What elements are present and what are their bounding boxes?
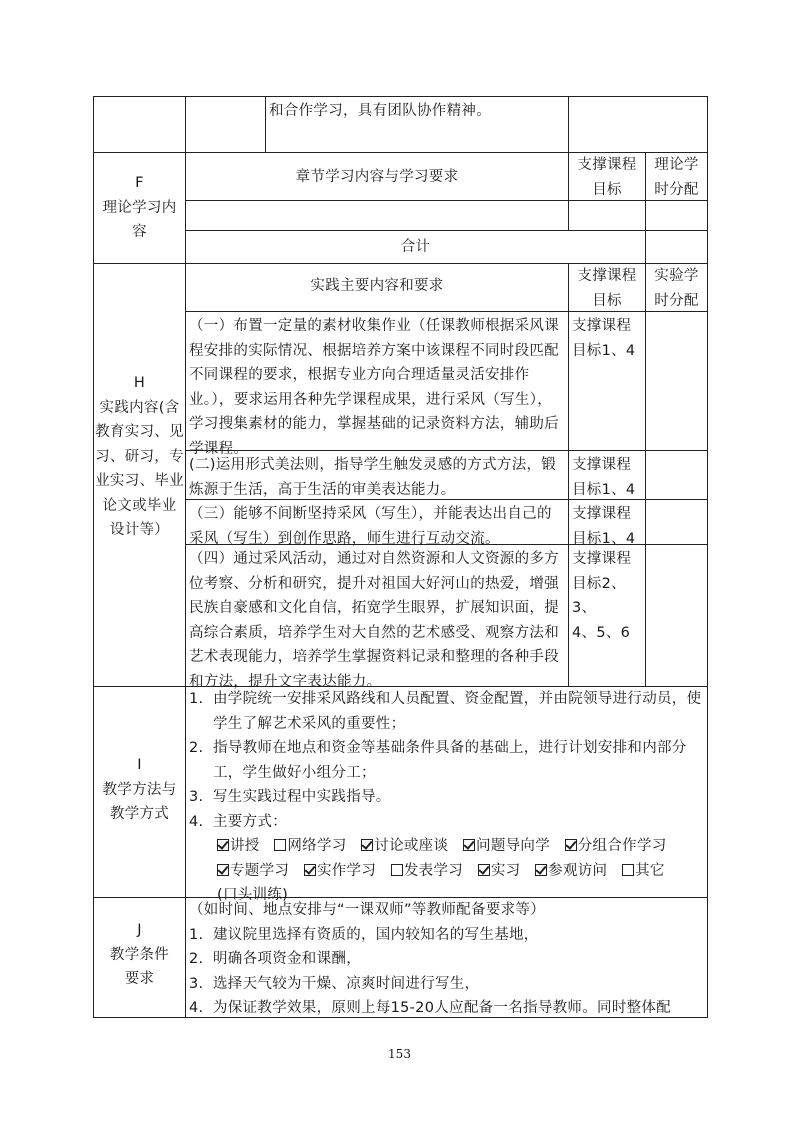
list-number: 2. xyxy=(189,740,204,756)
checkbox-icon xyxy=(391,864,403,876)
checkbox-icon xyxy=(361,839,373,851)
checkbox-icon xyxy=(217,864,229,876)
method-option-discussion[interactable]: 讨论或座谈 xyxy=(361,838,448,854)
practice-row-hours xyxy=(645,544,708,687)
list-number: 1. xyxy=(189,691,204,707)
condition-list-item xyxy=(189,923,704,948)
condition-list-item xyxy=(189,972,704,997)
list-number: 3. xyxy=(189,789,204,805)
other-note: (口头训练) xyxy=(217,887,289,903)
list-text: 建议院里选择有资质的，国内较知名的写生基地， xyxy=(213,926,539,943)
list-text: 由学院统一安排采风路线和人员配置、资金配置，并由院领导进行动员，使学生了解艺术采风的重要性； xyxy=(213,691,702,732)
page-number: 153 xyxy=(388,1047,411,1061)
method-option-group[interactable]: 分组合作学习 xyxy=(565,838,667,854)
method-option-practice[interactable]: 实作学习 xyxy=(304,863,376,879)
practice-row-hours xyxy=(645,450,708,500)
section-f-empty-support xyxy=(568,200,646,231)
practice-row-support: 支撑课程 目标2、3、 4、5、6 xyxy=(568,544,646,687)
list-text: 指导教师在地点和资金等基础条件具备的基础上，进行计划安排和内部分工，学生做好小组分工； xyxy=(213,740,687,781)
checkbox-icon xyxy=(622,864,634,876)
list-text: 选择天气较为干燥、凉爽时间进行写生， xyxy=(213,975,480,992)
method-list-item xyxy=(189,810,704,835)
list-text: 为保证教学效果，原则上每15-20人应配备一名指导教师。同时整体配 xyxy=(213,1000,672,1016)
method-options-row-2 xyxy=(189,859,704,884)
list-text: 明确各项资金和课酬， xyxy=(213,951,361,967)
conditions-intro: （如时间、地点安排与“一课双师”等教师配备要求等） xyxy=(189,902,546,918)
section-h-label: H 实践内容(含 教育实习、见 习、研习，专 业实习、毕业 论文或毕业 设计等） xyxy=(93,263,186,687)
method-option-visit[interactable]: 参观访问 xyxy=(535,863,607,879)
method-option-other[interactable]: 其它 xyxy=(622,863,665,879)
condition-list-item xyxy=(189,947,704,972)
section-f-support-header: 支撑课程 目标 xyxy=(568,152,646,201)
section-j-label: J 教学条件 要求 xyxy=(93,897,186,1018)
practice-row-support: 支撑课程 目标1、4 xyxy=(568,450,646,500)
checkbox-icon xyxy=(535,864,547,876)
practice-row-content: (二)运用形式美法则，指导学生触发灵感的方式方法，锻炼源于生活，高于生活的审美表达能力。 xyxy=(185,450,569,500)
method-list-item xyxy=(189,687,704,736)
checkbox-icon xyxy=(304,864,316,876)
section-f-empty-hours xyxy=(645,200,708,231)
top-row-right-cell xyxy=(568,96,708,153)
practice-row-support: 支撑课程 目标1、4 xyxy=(568,499,646,545)
section-f-total-label: 合计 xyxy=(185,230,646,264)
method-option-internship[interactable]: 实习 xyxy=(478,863,521,879)
section-f-total-hours xyxy=(645,230,708,264)
section-h-hours-header: 实验学 时分配 xyxy=(645,263,708,312)
list-number: 4. xyxy=(189,1000,204,1016)
practice-row-hours xyxy=(645,311,708,451)
method-options-row-1 xyxy=(189,834,704,859)
practice-row-support: 支撑课程 目标1、4 xyxy=(568,311,646,451)
top-row-content: 和合作学习，具有团队协作精神。 xyxy=(265,96,569,153)
section-f-hours-header: 理论学 时分配 xyxy=(645,152,708,201)
section-i-content xyxy=(185,686,708,903)
list-number: 1. xyxy=(189,926,204,943)
method-option-problem[interactable]: 问题导向学 xyxy=(463,838,550,854)
checkbox-icon xyxy=(565,839,577,851)
method-option-online[interactable]: 网络学习 xyxy=(274,838,346,854)
top-row-label-cell xyxy=(93,96,186,153)
list-number: 2. xyxy=(189,951,204,967)
checkbox-icon xyxy=(274,839,286,851)
list-text: 写生实践过程中实践指导。 xyxy=(213,789,391,805)
section-f-content-header: 章节学习内容与学习要求 xyxy=(185,152,569,201)
section-i-label: I 教学方法与 教学方式 xyxy=(93,686,186,898)
practice-row-content: （四）通过采风活动，通过对自然资源和人文资源的多方位考察、分析和研究，提升对祖国大好河山的热爱，增强民族自豪感和文化自信，拓宽学生眼界，扩展知识面，提高综合素质，培养学生对大自然的艺术感受、观察方法和艺术表现能力，培养学生掌握资料记录和整理的各种手段和方法，提升文字表达能力。 xyxy=(185,544,569,687)
list-number: 4. xyxy=(189,813,204,830)
section-h-support-header: 支撑课程 目标 xyxy=(568,263,646,312)
list-text: 主要方式： xyxy=(213,813,287,830)
practice-row-content: （三）能够不间断坚持采风（写生），并能表达出自己的采风（写生）到创作思路，师生进行互动交流。 xyxy=(185,499,569,545)
section-f-label: F 理论学习内 容 xyxy=(93,152,186,264)
method-option-presentation[interactable]: 发表学习 xyxy=(391,863,463,879)
top-row-blank-cell xyxy=(185,96,266,153)
method-list-item xyxy=(189,785,704,810)
condition-list-item xyxy=(189,996,704,1021)
section-h-content-header: 实践主要内容和要求 xyxy=(185,263,569,312)
method-option-lecture[interactable]: 讲授 xyxy=(217,838,260,854)
checkbox-icon xyxy=(217,839,229,851)
practice-row-hours xyxy=(645,499,708,545)
list-number: 3. xyxy=(189,975,204,992)
practice-row-content: （一）布置一定量的素材收集作业（任课教师根据采风课程安排的实际情况、根据培养方案中该课程不同时段匹配不同课程的要求，根据专业方向合理适量灵活安排作业。），要求运用各种先学课程成果，进行采风（写生），学习搜集素材的能力，掌握基础的记录资料方法，辅助后学课程。 xyxy=(185,311,569,451)
method-list-item xyxy=(189,736,704,785)
section-j-content xyxy=(185,897,708,1018)
checkbox-icon xyxy=(478,864,490,876)
checkbox-icon xyxy=(463,839,475,851)
section-f-empty-content xyxy=(185,200,569,231)
method-option-topic[interactable]: 专题学习 xyxy=(217,863,289,879)
